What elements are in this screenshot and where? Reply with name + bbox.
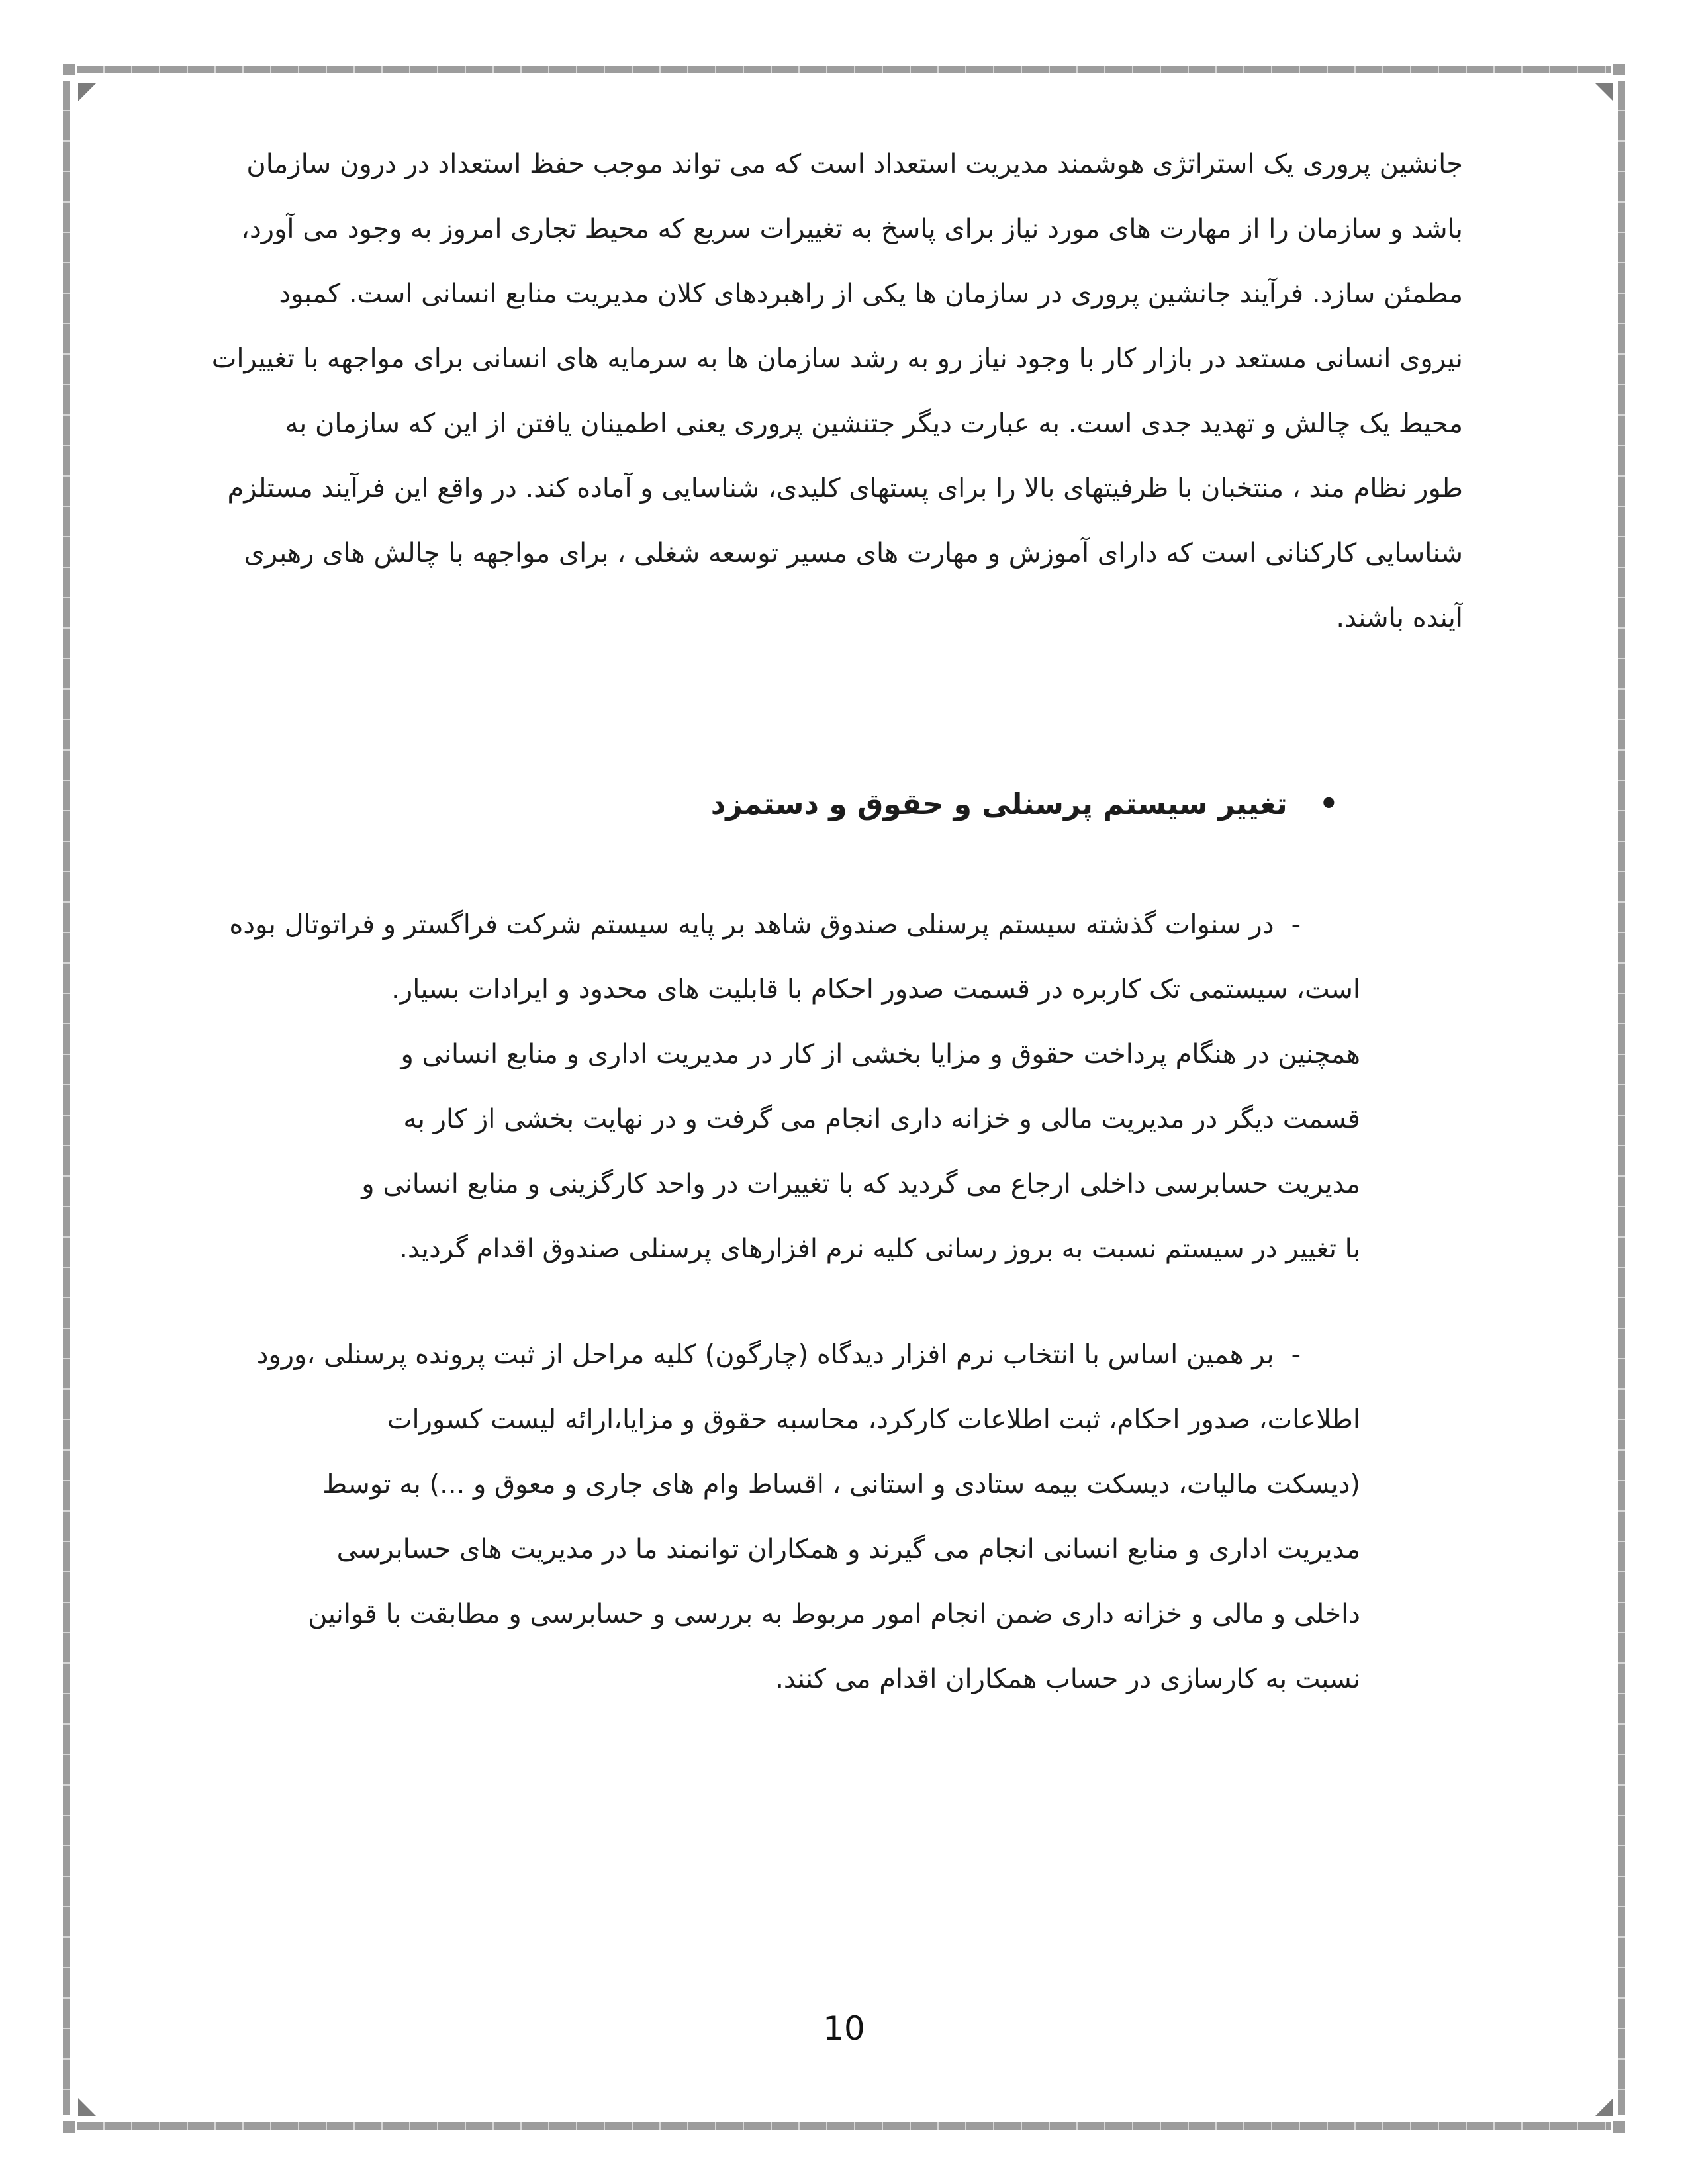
border-corner-triangle-top-right-icon xyxy=(1595,83,1613,101)
text-line: است، سیستمی تک کاربره در قسمت صدور احکام با قابلیت های محدود و ایرادات بسیار. xyxy=(391,974,1360,1005)
list-item-first-line xyxy=(199,892,1360,957)
page-border-bottom xyxy=(77,2122,1611,2130)
list-item-continuation xyxy=(199,1387,1360,1711)
text-line: داخلی و مالی و خزانه داری ضمن انجام امور مربوط به بررسی و حسابرسی و مطابقت با قوانین xyxy=(308,1599,1360,1629)
text-line: مدیریت حسابرسی داخلی ارجاع می گردید که با تغییرات در واحد کارگزینی و منابع انسانی و xyxy=(361,1169,1360,1199)
page-border-left xyxy=(63,81,70,2115)
text-line: با تغییر در سیستم نسبت به بروز رسانی کلیه نرم افزارهای پرسنلی صندوق اقدام گردید. xyxy=(399,1234,1360,1264)
page-border-top xyxy=(77,66,1611,73)
list-item-first-line-text: بر همین اساس با انتخاب نرم افزار دیدگاه (چارگون) کلیه مراحل از ثبت پرونده پرسنلی ،ورود xyxy=(256,1340,1274,1370)
dash-marker-icon: - xyxy=(1291,1340,1301,1370)
list-item-1 xyxy=(199,892,1360,1281)
text-line: آینده باشند. xyxy=(1336,603,1463,633)
text-line: طور نظام مند ، منتخبان با ظرفیتهای بالا را برای پستهای کلیدی، شناسایی و آماده کند. در واقع این فرآیند مستلزم xyxy=(227,473,1463,504)
bullet-icon: • xyxy=(1319,786,1338,821)
border-corner-triangle-bottom-right-icon xyxy=(1595,2098,1613,2116)
border-corner-triangle-bottom-left-icon xyxy=(78,2098,96,2116)
text-line: نیروی انسانی مستعد در بازار کار با وجود نیاز رو به رشد سازمان ها به سرمایه های انسانی برای مواجهه با تغییرات xyxy=(211,343,1463,374)
text-line: نسبت به کارسازی در حساب همکاران اقدام می کنند. xyxy=(775,1664,1360,1694)
text-line: (دیسکت مالیات، دیسکت بیمه ستادی و استانی ، اقساط وام های جاری و معوق و ...) به توسط xyxy=(322,1469,1360,1500)
text-line: جانشین پروری یک استراتژی هوشمند مدیریت استعداد است که می تواند موجب حفظ استعداد در درون سازمان xyxy=(246,149,1463,179)
text-line: اطلاعات، صدور احکام، ثبت اطلاعات کارکرد، محاسبه حقوق و مزایا،ارائه لیست کسورات xyxy=(387,1404,1360,1435)
border-corner-square-top-right xyxy=(1613,64,1625,75)
intro-paragraph xyxy=(172,132,1463,651)
page-border-right xyxy=(1618,81,1625,2115)
text-line: مطمئن سازد. فرآیند جانشین پروری در سازمان ها یکی از راهبردهای کلان مدیریت منابع انسانی است. کمبود xyxy=(279,279,1463,309)
list-item-first-line xyxy=(199,1322,1360,1387)
list-item-first-line-text: در سنوات گذشته سیستم پرسنلی صندوق شاهد بر پایه سیستم شرکت فراگستر و فراتوتال بوده xyxy=(229,909,1274,940)
text-line: مدیریت اداری و منابع انسانی انجام می گیرند و همکاران توانمند ما در مدیریت های حسابرسی xyxy=(336,1534,1360,1565)
page-number: 10 xyxy=(823,2009,865,2048)
text-line: محیط یک چالش و تهدید جدی است. به عبارت دیگر جتنشین پروری یعنی اطمینان یافتن از این که سازمان به xyxy=(285,408,1463,439)
text-line: همچنین در هنگام پرداخت حقوق و مزایا بخشی از کار در مدیریت اداری و منابع انسانی و xyxy=(400,1039,1360,1069)
text-line: شناسایی کارکنانی است که دارای آموزش و مهارت های مسیر توسعه شغلی ، برای مواجهه با چالش های رهبری xyxy=(244,538,1463,569)
border-corner-square-top-left xyxy=(63,64,75,75)
list-item-2 xyxy=(199,1322,1360,1711)
section-heading xyxy=(711,771,1338,836)
dash-marker-icon: - xyxy=(1291,909,1301,940)
border-corner-square-bottom-right xyxy=(1613,2121,1625,2133)
text-line: باشد و سازمان را از مهارت های مورد نیاز برای پاسخ به تغییرات سریع که محیط تجاری امروز به وجود می آورد، xyxy=(241,214,1463,244)
border-corner-triangle-top-left-icon xyxy=(78,83,96,101)
section-heading-label: تغییر سیستم پرسنلی و حقوق و دستمزد xyxy=(710,788,1288,821)
text-line: قسمت دیگر در مدیریت مالی و خزانه داری انجام می گرفت و در نهایت بخشی از کار به xyxy=(403,1104,1360,1134)
list-item-continuation xyxy=(199,957,1360,1281)
border-corner-square-bottom-left xyxy=(63,2121,75,2133)
